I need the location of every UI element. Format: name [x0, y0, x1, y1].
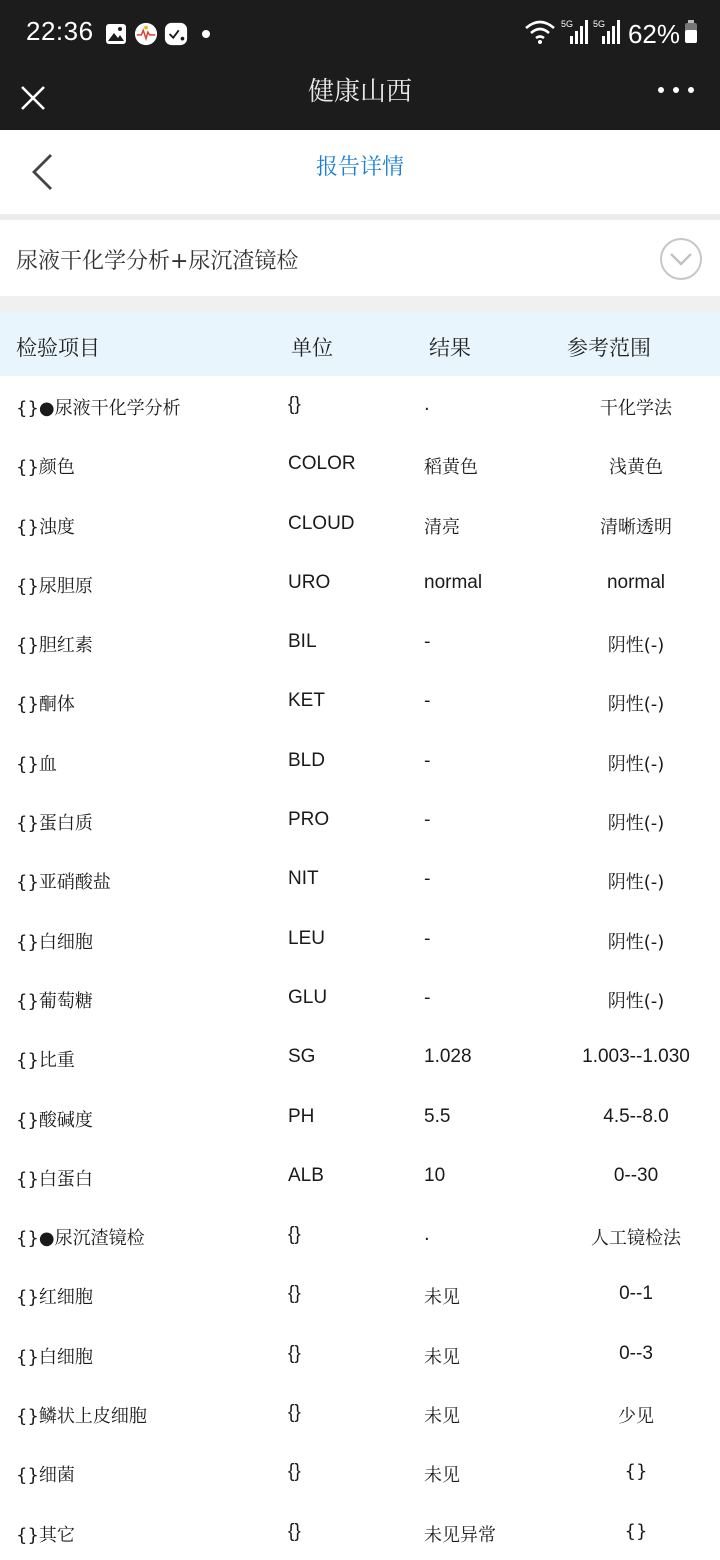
- more-dot: [658, 87, 664, 93]
- cell-result: 未见: [424, 1465, 460, 1487]
- cell-item: {}尿胆原: [16, 575, 93, 597]
- cell-result: 稻黄色: [424, 457, 478, 479]
- battery-icon: [684, 20, 698, 48]
- cell-unit: URO: [288, 571, 331, 593]
- cell-result: 未见: [424, 1406, 460, 1428]
- cell-item: {}颜色: [16, 457, 75, 479]
- table-row: [0, 1325, 720, 1384]
- table-row: [0, 1503, 720, 1560]
- table-row: [0, 1384, 720, 1443]
- table-row: [0, 1088, 720, 1147]
- cell-result: .: [424, 394, 430, 415]
- cell-result: -: [424, 690, 431, 712]
- cell-item: {}●尿液干化学分析: [16, 398, 181, 419]
- svg-text:5G: 5G: [592, 19, 605, 29]
- cell-unit: NIT: [288, 868, 319, 890]
- table-row: [0, 969, 720, 1028]
- report-header[interactable]: [0, 220, 720, 296]
- cell-reference: normal: [606, 571, 666, 593]
- cell-result: -: [424, 749, 431, 771]
- cell-item: {}比重: [16, 1050, 75, 1072]
- cell-unit: ALB: [288, 1164, 324, 1186]
- cell-reference: 清晰透明: [600, 516, 672, 538]
- cell-item: {}酮体: [16, 694, 75, 716]
- cell-result: -: [424, 868, 431, 890]
- cell-result: 未见: [424, 1346, 460, 1368]
- cell-unit: SG: [288, 1046, 316, 1068]
- cell-reference: {}: [624, 1461, 648, 1483]
- cell-unit: {}: [288, 1283, 301, 1305]
- cell-reference: 0--3: [619, 1342, 653, 1364]
- cell-result: -: [424, 927, 431, 949]
- page-title: 报告详情: [315, 155, 404, 180]
- cell-item: {}胆红素: [16, 635, 93, 657]
- cell-unit: {}: [288, 1402, 301, 1424]
- battery-percent: 62%: [627, 18, 680, 49]
- cell-result: 10: [424, 1164, 446, 1186]
- cell-reference: 阴性(-): [607, 753, 665, 775]
- cell-unit: BIL: [288, 631, 317, 653]
- cell-item: {}浊度: [16, 516, 75, 538]
- cell-result: 1.028: [424, 1046, 472, 1068]
- more-notifications-dot: [202, 30, 210, 38]
- cell-unit: LEU: [288, 927, 325, 949]
- cell-unit: {}: [288, 1342, 301, 1364]
- status-time: 22:36: [26, 16, 94, 46]
- heart-monitor-app-icon: [134, 22, 158, 46]
- cell-reference: 阴性(-): [607, 990, 665, 1012]
- notification-icons: [104, 20, 210, 48]
- cell-item: {}红细胞: [16, 1287, 93, 1309]
- signal-5g-icon: [560, 18, 588, 50]
- cell-result: .: [424, 1224, 430, 1246]
- cell-item: {}葡萄糖: [16, 990, 93, 1012]
- cell-item: {}白细胞: [16, 1346, 93, 1368]
- header-reference: 参考范围: [567, 336, 651, 360]
- table-row: [0, 1206, 720, 1265]
- table-row: [0, 791, 720, 850]
- more-dot: [688, 87, 694, 93]
- cell-result: 清亮: [424, 516, 460, 538]
- cell-reference: 浅黄色: [609, 457, 663, 479]
- header-item: 检验项目: [16, 336, 100, 360]
- table-row: [0, 376, 720, 435]
- table-row: [0, 1028, 720, 1087]
- cell-reference: 人工镜检法: [591, 1228, 681, 1250]
- checklist-app-icon: [164, 22, 188, 46]
- cell-reference: 干化学法: [600, 398, 672, 419]
- cell-result: 未见: [424, 1287, 460, 1309]
- cell-item: {}白细胞: [16, 931, 93, 953]
- header-unit: 单位: [291, 336, 333, 360]
- cell-unit: PH: [288, 1105, 315, 1127]
- table-row: [0, 672, 720, 731]
- cell-item: {}酸碱度: [16, 1109, 93, 1131]
- svg-text:5G: 5G: [560, 19, 573, 29]
- status-bar: [0, 0, 720, 66]
- table-row: [0, 554, 720, 613]
- table-row: [0, 910, 720, 969]
- cell-reference: 少见: [618, 1406, 654, 1428]
- cell-reference: 阴性(-): [607, 872, 665, 894]
- cell-result: -: [424, 809, 431, 831]
- cell-item: {}血: [16, 753, 57, 775]
- cell-unit: {}: [288, 1461, 301, 1483]
- more-options-button[interactable]: [658, 80, 694, 100]
- header-result: 结果: [429, 336, 471, 360]
- wifi-icon: [524, 19, 556, 49]
- cell-item: {}蛋白质: [16, 813, 93, 835]
- table-row: [0, 613, 720, 672]
- gallery-icon: [104, 22, 128, 46]
- cell-result: -: [424, 986, 431, 1008]
- table-row: [0, 1443, 720, 1502]
- cell-reference: 0--1: [619, 1283, 653, 1305]
- cell-unit: {}: [288, 1224, 301, 1246]
- cell-unit: {}: [288, 1520, 301, 1542]
- signal-5g-icon: [592, 18, 620, 50]
- table-row: [0, 850, 720, 909]
- cell-result: normal: [424, 571, 483, 593]
- cell-item: {}●尿沉渣镜检: [16, 1228, 145, 1250]
- cell-item: {}亚硝酸盐: [16, 872, 111, 894]
- cell-reference: {}: [624, 1520, 648, 1542]
- cell-reference: 阴性(-): [607, 635, 665, 657]
- cell-reference: 1.003--1.030: [582, 1046, 690, 1068]
- cell-unit: GLU: [288, 986, 328, 1008]
- table-row: [0, 1265, 720, 1324]
- table-row: [0, 495, 720, 554]
- cell-item: {}细菌: [16, 1465, 75, 1487]
- more-dot: [673, 87, 679, 93]
- divider: [0, 296, 720, 312]
- cell-result: 5.5: [424, 1105, 451, 1127]
- collapse-toggle-button[interactable]: [660, 238, 702, 280]
- cell-item: {}鳞状上皮细胞: [16, 1406, 147, 1428]
- cell-item: {}其它: [16, 1524, 75, 1546]
- app-header: [0, 66, 720, 130]
- table-row: [0, 732, 720, 791]
- report-title: 尿液干化学分析+尿沉渣镜检: [16, 249, 299, 274]
- cell-reference: 阴性(-): [607, 931, 665, 953]
- cell-unit: PRO: [288, 809, 330, 831]
- table-row: [0, 1147, 720, 1206]
- table-row: [0, 435, 720, 494]
- cell-unit: {}: [288, 394, 301, 415]
- cell-item: {}白蛋白: [16, 1168, 93, 1190]
- cell-reference: 阴性(-): [607, 813, 665, 835]
- cell-result: -: [424, 631, 431, 653]
- cell-unit: KET: [288, 690, 325, 712]
- page-header: [0, 130, 720, 214]
- result-table: [0, 376, 720, 1560]
- cell-unit: BLD: [288, 749, 325, 771]
- app-title: 健康山西: [307, 77, 412, 107]
- cell-reference: 0--30: [613, 1164, 659, 1186]
- table-header: [0, 312, 720, 376]
- cell-reference: 4.5--8.0: [603, 1105, 669, 1127]
- cell-result: 未见异常: [424, 1524, 496, 1546]
- cell-unit: COLOR: [288, 453, 356, 475]
- chevron-down-icon: [669, 252, 693, 266]
- cell-unit: CLOUD: [288, 512, 355, 534]
- cell-reference: 阴性(-): [607, 694, 665, 716]
- status-right: [524, 18, 698, 50]
